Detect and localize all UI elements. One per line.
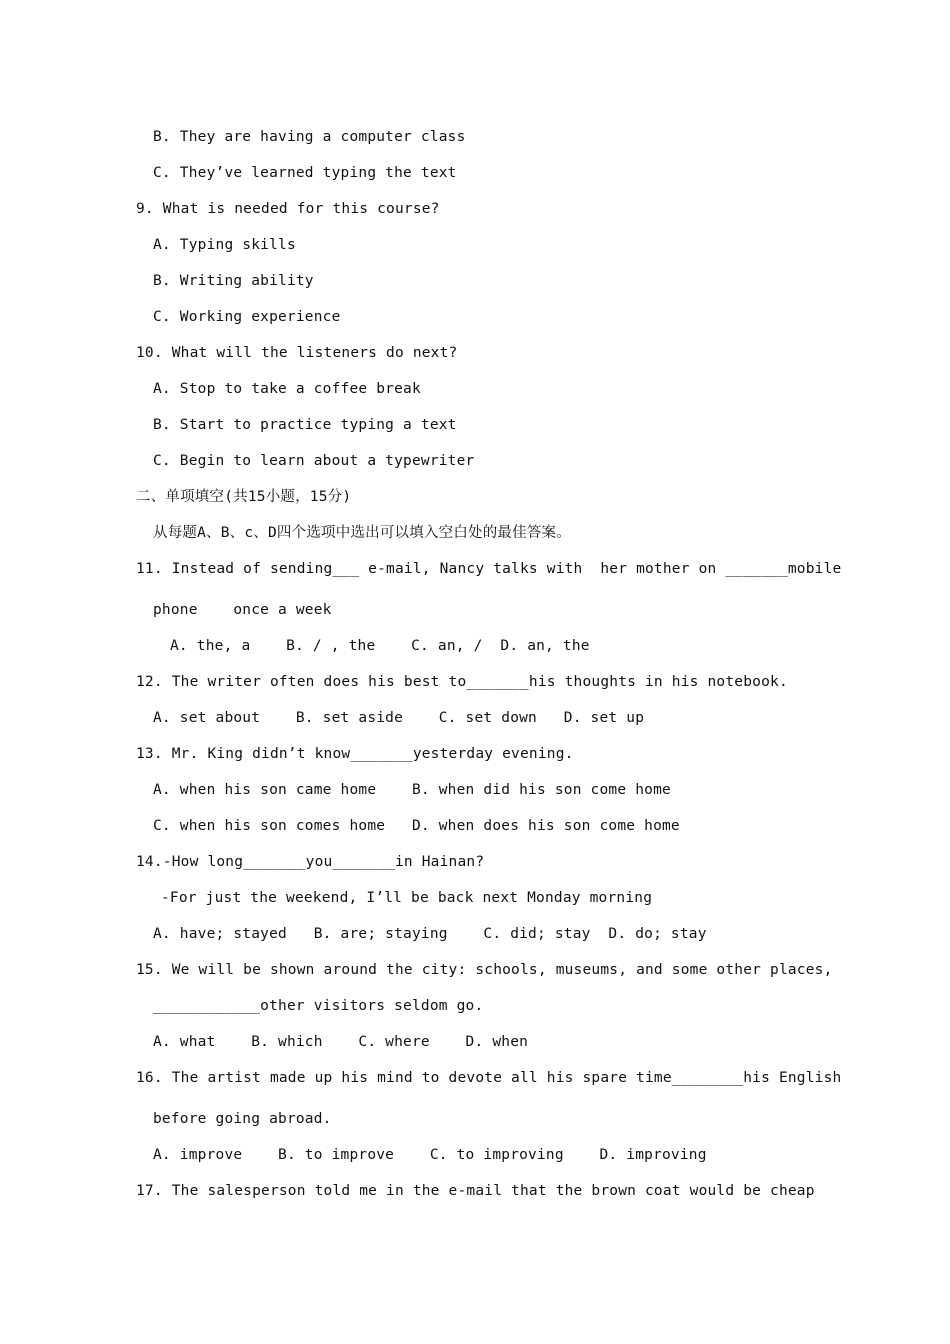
question-14: 14.-How long_______you_______in Hainan? — [136, 854, 485, 870]
q9-option-a: A. Typing skills — [153, 237, 296, 253]
q12-options: A. set about B. set aside C. set down D. set up — [153, 710, 645, 726]
q10-option-a: A. Stop to take a coffee break — [153, 381, 421, 397]
q8-option-c: C. They’ve learned typing the text — [153, 165, 457, 181]
q11-options: A. the, a B. / , the C. an, / D. an, the — [170, 638, 590, 654]
question-11: 11. Instead of sending___ e-mail, Nancy talks with her mother on _______mobile — [136, 561, 842, 577]
question-16-continued: before going abroad. — [153, 1111, 332, 1127]
q10-option-c: C. Begin to learn about a typewriter — [153, 453, 475, 469]
question-9: 9. What is needed for this course? — [136, 201, 440, 217]
q10-option-b: B. Start to practice typing a text — [153, 417, 457, 433]
question-15-continued: ____________other visitors seldom go. — [153, 998, 484, 1014]
q16-options: A. improve B. to improve C. to improving D. improving — [153, 1147, 707, 1163]
question-13: 13. Mr. King didn’t know_______yesterday evening. — [136, 746, 574, 762]
q9-option-b: B. Writing ability — [153, 273, 314, 289]
question-15: 15. We will be shown around the city: schools, museums, and some other places, — [136, 962, 833, 978]
q13-options-cd: C. when his son comes home D. when does his son come home — [153, 818, 680, 834]
q8-option-b: B. They are having a computer class — [153, 129, 466, 145]
q9-option-c: C. Working experience — [153, 309, 341, 325]
section-instructions: 从每题A、B、c、D四个选项中选出可以填入空白处的最佳答案。 — [153, 525, 571, 541]
question-16: 16. The artist made up his mind to devote all his spare time________his English — [136, 1070, 842, 1086]
question-10: 10. What will the listeners do next? — [136, 345, 458, 361]
question-12: 12. The writer often does his best to_______his thoughts in his notebook. — [136, 674, 788, 690]
question-17: 17. The salesperson told me in the e-mail that the brown coat would be cheap — [136, 1183, 815, 1199]
q15-options: A. what B. which C. where D. when — [153, 1034, 529, 1050]
question-11-continued: phone once a week — [153, 602, 332, 618]
q13-options-ab: A. when his son came home B. when did his son come home — [153, 782, 671, 798]
question-14-response: -For just the weekend, I’ll be back next Monday morning — [161, 890, 653, 906]
q14-options: A. have; stayed B. are; staying C. did; stay D. do; stay — [153, 926, 707, 942]
section-heading: 二、单项填空(共15小题，15分) — [136, 489, 352, 505]
